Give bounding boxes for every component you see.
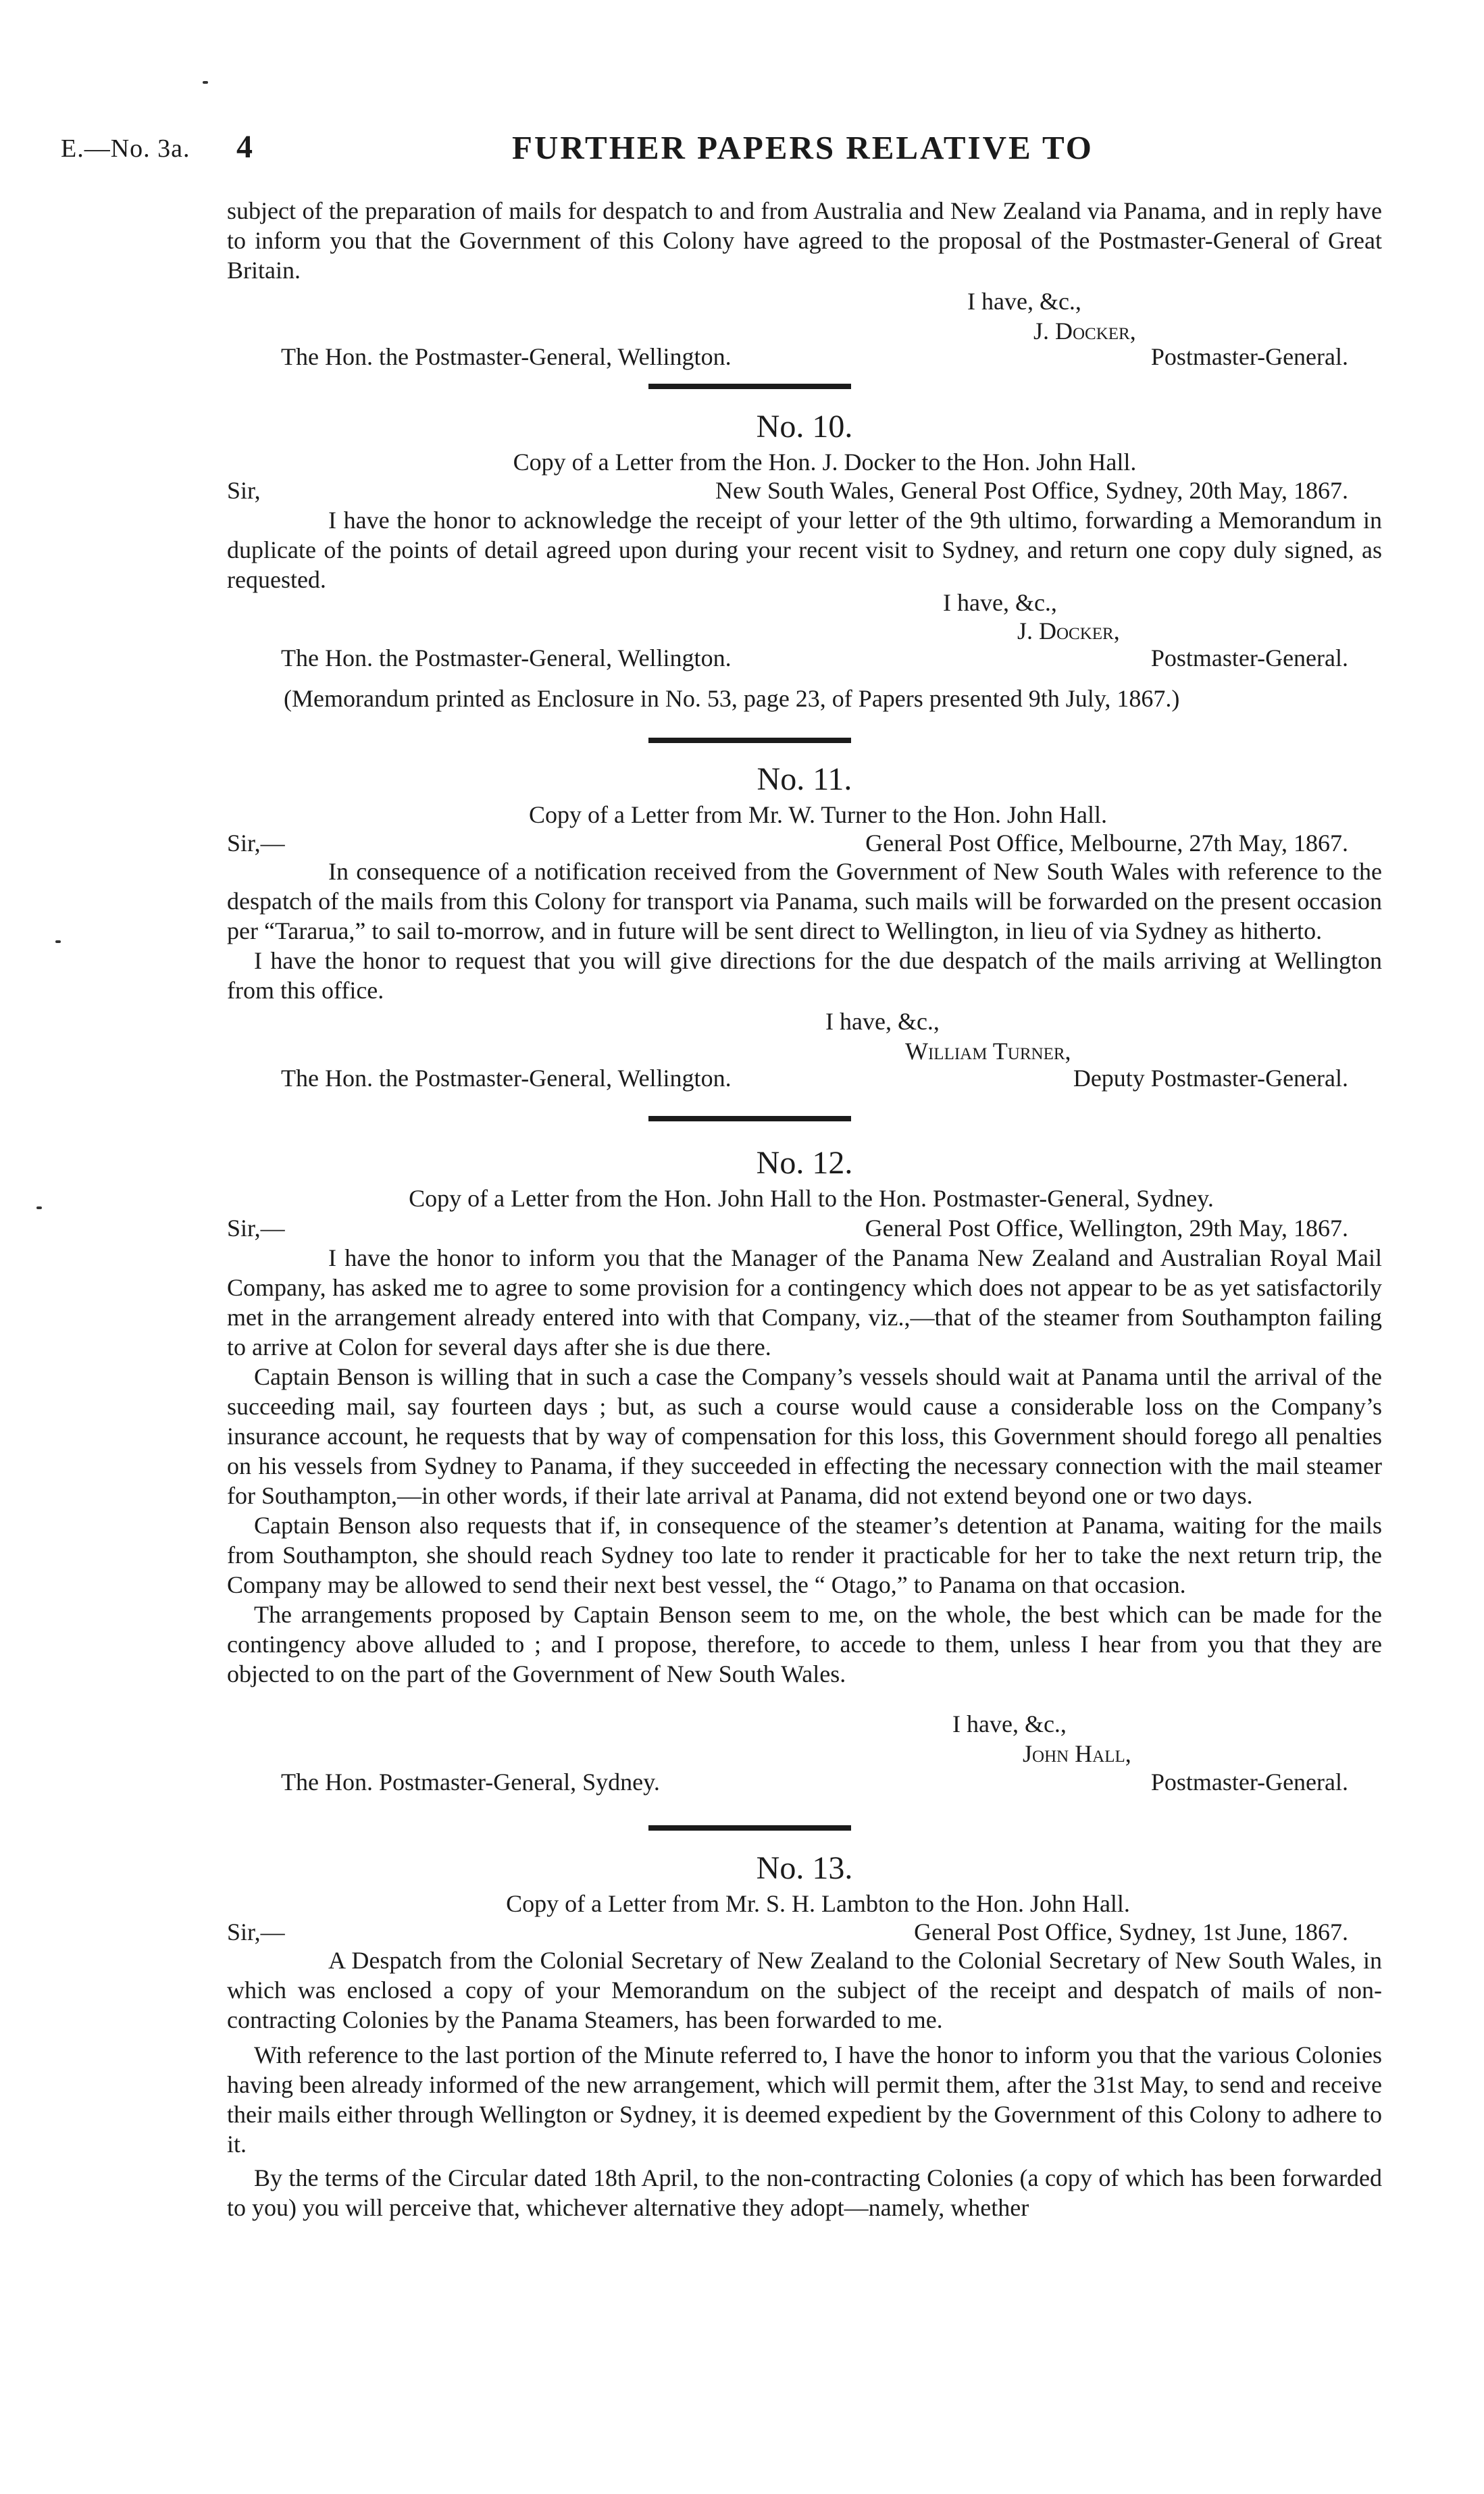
letter-footer-row bbox=[227, 1767, 1382, 1797]
salutation-row bbox=[227, 476, 1382, 505]
memorandum-note: (Memorandum printed as Enclosure in No. 53, page 23, of Papers presented 9th July, 1867.) bbox=[284, 685, 1180, 712]
letter-number: No. 13. bbox=[756, 1850, 853, 1886]
letter-body bbox=[227, 505, 1382, 594]
letter-footer-row bbox=[227, 643, 1382, 673]
letter-addressee: The Hon. the Postmaster-General, Wellington. bbox=[281, 644, 732, 671]
place-date: New South Wales, General Post Office, Sydney, 20th May, 1867. bbox=[715, 477, 1348, 504]
continuation-signatory: J. Docker, bbox=[1033, 317, 1136, 345]
letter-footer-row bbox=[227, 1063, 1382, 1093]
document-reference: E.—No. 3a. bbox=[61, 134, 190, 163]
letter-paragraph: In consequence of a notification received from the Government of New South Wales with reference to the despatch of the mails from this Colony for transport via Panama, such mails will be forwarded on the present occasion per “Tararua,” to sail to-morrow, and in future will be sent direct to Wellington, in lieu of via Sydney as hitherto. bbox=[227, 858, 1382, 944]
salutation: Sir,— bbox=[227, 1918, 285, 1945]
salutation-row bbox=[227, 1917, 1382, 1947]
letter-paragraph: A Despatch from the Colonial Secretary of New Zealand to the Colonial Secretary of New South Wales, in which was enclosed a copy of your Memorandum on the subject of the receipt and despatch of mails of non-contracting Colonies by the Panama Steamers, has been forwarded to me. bbox=[227, 1947, 1382, 2033]
letter-paragraph: I have the honor to request that you will give directions for the due despatch of the mails arriving at Wellington from this office. bbox=[227, 947, 1382, 1004]
letter-paragraph: With reference to the last portion of the Minute referred to, I have the honor to inform you that the various Colonies having been already informed of the new arrangement, which will permit them, after the 31st May, to send and receive their mails either through Wellington or Sydney, it is deemed expedient by the Government of this Colony to adhere to it. bbox=[227, 2041, 1382, 2158]
continuation-paragraph: subject of the preparation of mails for despatch to and from Australia and New Zealand via Panama, and in reply have to inform you that the Government of this Colony have agreed to the proposal of the Postmaster-General of Great Britain. bbox=[227, 197, 1382, 284]
letter-closing: I have, &c., bbox=[825, 1008, 940, 1035]
letter-number: No. 11. bbox=[757, 761, 852, 797]
letter-addressee: The Hon. the Postmaster-General, Wellington. bbox=[281, 1065, 732, 1092]
continuation-footer-row bbox=[227, 342, 1382, 372]
place-date: General Post Office, Melbourne, 27th May, 1867. bbox=[865, 830, 1348, 857]
letter-paragraph: Captain Benson also requests that if, in consequence of the steamer’s detention at Panama, waiting for the mails from Southampton, she should reach Sydney too late to render it practicable for her to take the next return trip, the Company may be allowed to send their next best vessel, the “ Otago,” to Panama on that occasion. bbox=[227, 1512, 1382, 1598]
section-divider bbox=[648, 1825, 851, 1831]
letter-heading: Copy of a Letter from the Hon. J. Docker to the Hon. John Hall. bbox=[513, 449, 1137, 476]
salutation: Sir,— bbox=[227, 1215, 285, 1242]
salutation: Sir, bbox=[227, 477, 261, 504]
salutation-row bbox=[227, 828, 1382, 858]
letter-closing: I have, &c., bbox=[952, 1710, 1067, 1737]
letter-addressee: The Hon. Postmaster-General, Sydney. bbox=[281, 1768, 660, 1796]
letter-signatory: William Turner, bbox=[905, 1038, 1071, 1065]
salutation: Sir,— bbox=[227, 830, 285, 857]
continuation-text-block bbox=[227, 196, 1382, 285]
letter-number: No. 12. bbox=[756, 1145, 853, 1181]
continuation-title: Postmaster-General. bbox=[1150, 343, 1348, 370]
salutation-row bbox=[227, 1213, 1382, 1243]
letter-heading: Copy of a Letter from Mr. S. H. Lambton to the Hon. John Hall. bbox=[506, 1890, 1130, 1917]
section-divider bbox=[648, 738, 851, 743]
running-header bbox=[61, 128, 1423, 176]
letter-signatory: John Hall, bbox=[1023, 1740, 1131, 1767]
print-speck bbox=[55, 940, 61, 943]
letter-paragraph: I have the honor to acknowledge the receipt of your letter of the 9th ultimo, forwarding a Memorandum in duplicate of the points of detail agreed upon during your recent visit to Sydney, and return one copy duly signed, as requested. bbox=[227, 507, 1382, 593]
print-speck bbox=[36, 1206, 42, 1209]
letter-body bbox=[227, 857, 1382, 1005]
page-number: 4 bbox=[236, 129, 253, 165]
letter-paragraph: Captain Benson is willing that in such a case the Company’s vessels should wait at Panama until the arrival of the succeeding mail, say fourteen days ; but, as such a course would cause a considerable loss on the Company’s insurance account, he requests that by way of compensation for this loss, this Government should forego all penalties on his vessels from Sydney to Panama, if they succeeded in effecting the necessary connection with the mail steamer for Southampton,—in other words, if their late arrival at Panama, did not extend beyond one or two days. bbox=[227, 1363, 1382, 1509]
letter-title: Postmaster-General. bbox=[1150, 644, 1348, 671]
letter-heading: Copy of a Letter from Mr. W. Turner to the Hon. John Hall. bbox=[529, 801, 1107, 828]
letter-signatory: J. Docker, bbox=[1017, 617, 1120, 644]
place-date: General Post Office, Wellington, 29th May, 1867. bbox=[865, 1215, 1348, 1242]
section-divider bbox=[648, 1116, 851, 1121]
continuation-addressee: The Hon. the Postmaster-General, Wellington. bbox=[281, 343, 732, 370]
section-divider bbox=[648, 384, 851, 389]
letter-title: Deputy Postmaster-General. bbox=[1073, 1065, 1348, 1092]
letter-heading: Copy of a Letter from the Hon. John Hall to the Hon. Postmaster-General, Sydney. bbox=[409, 1185, 1214, 1212]
letter-number: No. 10. bbox=[756, 409, 853, 444]
letter-paragraph: The arrangements proposed by Captain Benson seem to me, on the whole, the best which can be made for the contingency above alluded to ; and I propose, therefore, to accede to them, unless I hear from you that they are objected to on the part of the Government of New South Wales. bbox=[227, 1601, 1382, 1687]
letter-title: Postmaster-General. bbox=[1150, 1768, 1348, 1796]
letter-paragraph: I have the honor to inform you that the Manager of the Panama New Zealand and Australian Royal Mail Company, has asked me to agree to some provision for a contingency which does not appear to be as yet satisfactorily met in the arrangement already entered into with that Company, viz.,—that of the steamer from Southampton failing to arrive at Colon for several days after she is due there. bbox=[227, 1244, 1382, 1360]
place-date: General Post Office, Sydney, 1st June, 1867. bbox=[914, 1918, 1348, 1945]
letter-body bbox=[227, 1945, 1382, 2222]
letter-paragraph: By the terms of the Circular dated 18th April, to the non-contracting Colonies (a copy of which has been forwarded to you) you will perceive that, whichever alternative they adopt—namely, whether bbox=[227, 2164, 1382, 2221]
letter-closing: I have, &c., bbox=[943, 589, 1057, 616]
continuation-closing: I have, &c., bbox=[967, 288, 1081, 315]
page-title: FURTHER PAPERS RELATIVE TO bbox=[512, 129, 1094, 166]
letter-body bbox=[227, 1243, 1382, 1689]
print-speck bbox=[203, 81, 208, 84]
